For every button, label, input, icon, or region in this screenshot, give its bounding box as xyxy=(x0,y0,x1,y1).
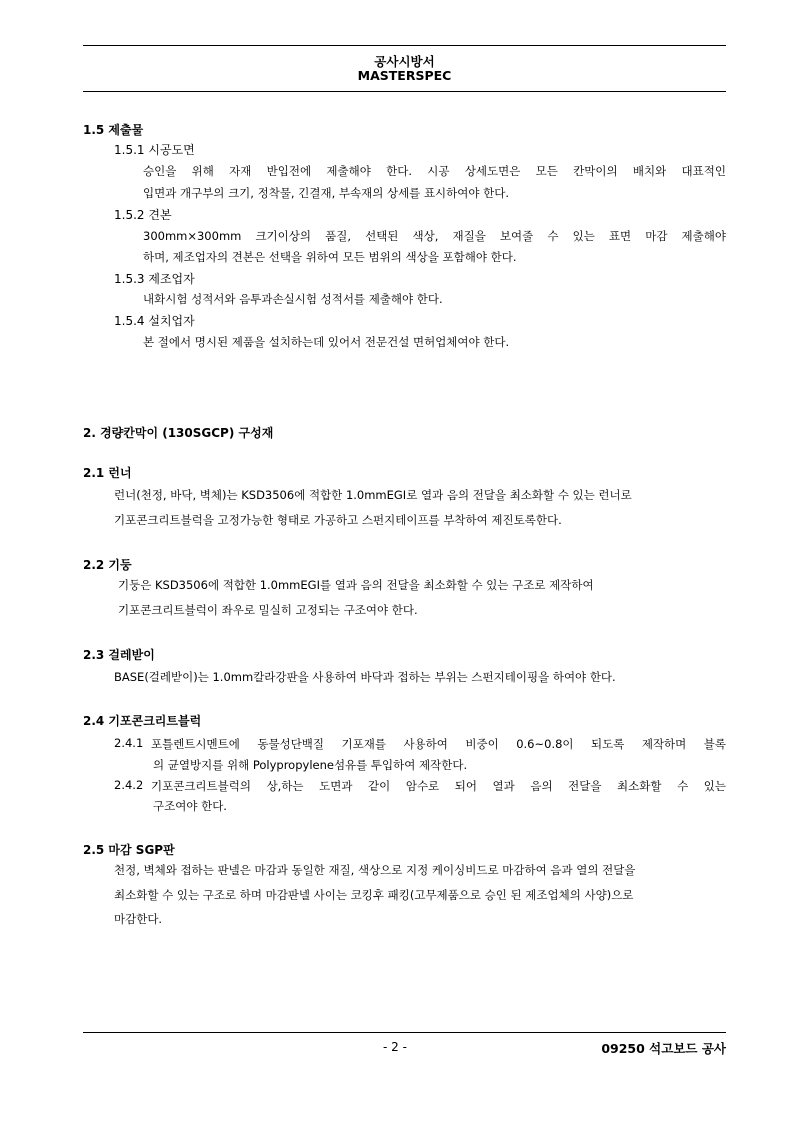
paragraph-line: 의 균열방지를 위해 Polypropylene섬유를 투입하여 제작한다. xyxy=(153,758,468,772)
subsection-heading-2-4: 2.4 기포콘크리트블럭 xyxy=(83,714,202,728)
paragraph-line: 마감한다. xyxy=(114,912,163,926)
paragraph-line: BASE(걸레받이)는 1.0mm칼라강판을 사용하여 바닥과 접하는 부위는 스펀지테이핑을 하여야 한다. xyxy=(114,670,616,684)
footer-section-title: 09250 석고보드 공사 xyxy=(601,1041,726,1056)
paragraph-line: 기포콘크리트블럭을 고정가능한 형태로 가공하고 스펀지테이프를 부착하여 제진토록한다. xyxy=(114,513,562,527)
header-top-rule xyxy=(83,45,726,46)
subsection-label: 1.5.4 설치업자 xyxy=(114,314,195,328)
paragraph-line: 300mm×300mm 크기이상의 품질, 선택된 색상, 재질을 보여줄 수 있는 표면 마감 제출해야 xyxy=(143,229,726,243)
paragraph-line: 기포콘크리트블럭이 좌우로 밀실히 고정되는 구조여야 한다. xyxy=(118,603,418,617)
subsection-label: 1.5.1 시공도면 xyxy=(114,143,195,157)
subsection-heading-2-2: 2.2 기둥 xyxy=(83,558,132,572)
document-subtitle: MASTERSPEC xyxy=(357,68,452,83)
footer-rule xyxy=(83,1032,726,1033)
paragraph-line: 런너(천정, 바닥, 벽체)는 KSD3506에 적합한 1.0mmEGI로 열과 음의 전달을 최소화할 수 있는 런너로 xyxy=(114,488,632,502)
paragraph-line: 승인을 위해 자재 반입전에 제출해야 한다. 시공 상세도면은 모든 칸막이의 배치와 대표적인 xyxy=(143,164,726,178)
section-heading-2: 2. 경량칸막이 (130SGCP) 구성재 xyxy=(83,426,274,440)
paragraph-line: 구조여야 한다. xyxy=(153,799,227,813)
paragraph-line: 입면과 개구부의 크기, 정착물, 긴결재, 부속재의 상세를 표시하여야 한다. xyxy=(143,186,510,200)
page-number: - 2 - xyxy=(383,1040,407,1054)
paragraph-line: 내화시험 성적서와 음투과손실시험 성적서를 제출해야 한다. xyxy=(143,292,443,306)
subsection-heading-2-5: 2.5 마감 SGP판 xyxy=(83,843,175,857)
item-number: 2.4.1 xyxy=(114,736,144,750)
paragraph-line: 기포콘크리트블럭의 상,하는 도면과 같이 암수로 되어 열과 음의 전달을 최소화할 수 있는 xyxy=(151,779,726,793)
paragraph-line: 기둥은 KSD3506에 적합한 1.0mmEGI를 열과 음의 전달을 최소화할 수 있는 구조로 제작하여 xyxy=(118,578,594,592)
paragraph-line: 하며, 제조업자의 견본은 선택을 위하여 모든 범위의 색상을 포함해야 한다. xyxy=(143,250,517,264)
item-number: 2.4.2 xyxy=(114,778,144,792)
document-title: 공사시방서 xyxy=(374,54,435,69)
subsection-heading-2-3: 2.3 걸레받이 xyxy=(83,648,155,662)
paragraph-line: 천정, 벽체와 접하는 판넬은 마감과 동일한 재질, 색상으로 지정 케이싱비드로 마감하여 음과 열의 전달을 xyxy=(114,863,636,877)
header-bottom-rule xyxy=(83,91,726,92)
subsection-label: 1.5.2 견본 xyxy=(114,208,172,222)
paragraph-line: 포틀렌트시멘트에 동물성단백질 기포재를 사용하여 비중이 0.6~0.8이 되도록 제작하며 블록 xyxy=(151,737,726,751)
paragraph-line: 본 절에서 명시된 제품을 설치하는데 있어서 전문건설 면허업체여야 한다. xyxy=(143,335,510,349)
section-heading-1-5: 1.5 제출물 xyxy=(83,123,144,137)
subsection-heading-2-1: 2.1 런너 xyxy=(83,466,132,480)
paragraph-line: 최소화할 수 있는 구조로 하며 마감판넬 사이는 코킹후 패킹(고무제품으로 승인 된 제조업체의 사양)으로 xyxy=(114,888,634,902)
subsection-label: 1.5.3 제조업자 xyxy=(114,272,195,286)
